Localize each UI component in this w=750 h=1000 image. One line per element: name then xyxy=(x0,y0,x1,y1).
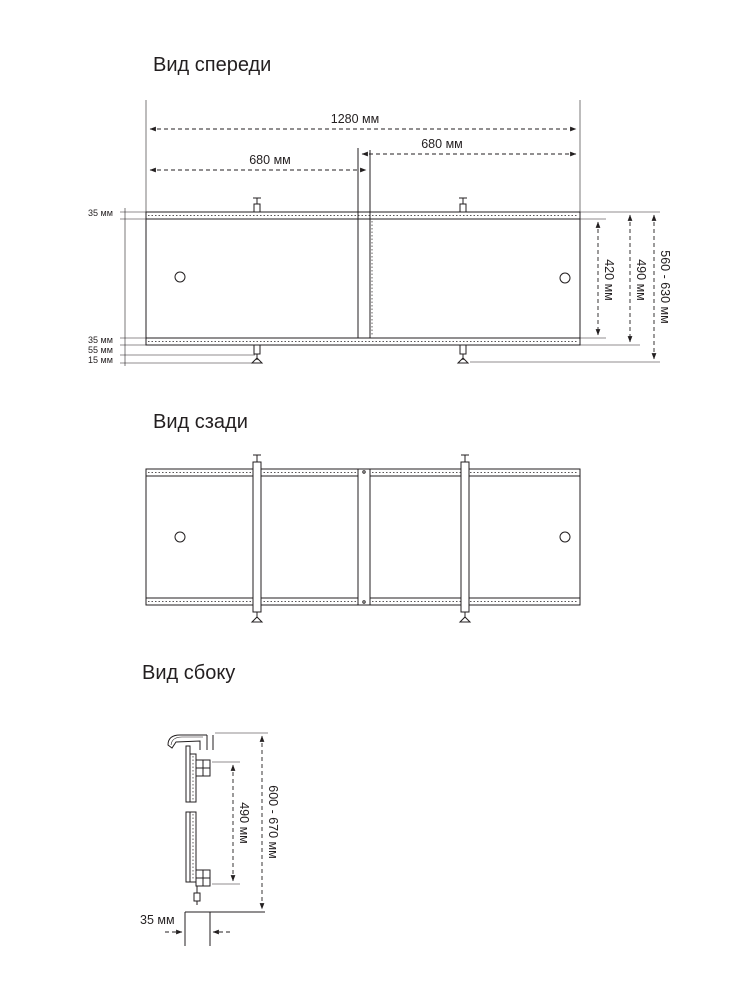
dim-leg-top: 55 мм xyxy=(88,345,113,355)
dim-right-panel: 680 мм xyxy=(421,137,463,151)
front-view-title: Вид спереди xyxy=(153,54,272,76)
support-right xyxy=(460,455,470,622)
top-adjuster-left xyxy=(253,198,261,212)
back-panel-left xyxy=(146,476,358,598)
back-view-title: Вид сзади xyxy=(153,411,248,433)
dim-panel-height: 420 мм xyxy=(602,259,616,301)
dim-total-width: 1280 мм xyxy=(330,112,380,126)
leg-right xyxy=(458,345,468,363)
side-dim-profile-width: 35 мм xyxy=(140,913,175,927)
dim-top-profile: 35 мм xyxy=(88,208,113,218)
dim-overall-height: 560 - 630 мм xyxy=(658,250,672,324)
support-left xyxy=(252,455,262,622)
dim-inner-height: 490 мм xyxy=(634,259,648,301)
back-panel-right xyxy=(370,476,580,598)
front-panel-right xyxy=(370,219,580,338)
dim-bottom-profile: 35 мм xyxy=(88,335,113,345)
front-panel-left xyxy=(146,219,358,338)
side-dim-inner-height: 490 мм xyxy=(237,802,251,844)
side-view-title: Вид сбоку xyxy=(142,662,236,684)
top-adjuster-right xyxy=(459,198,467,212)
dim-left-panel: 680 мм xyxy=(249,153,291,167)
front-view xyxy=(88,54,672,366)
side-dim-overall-height: 600 - 670 мм xyxy=(266,785,280,859)
back-view xyxy=(146,411,580,622)
leg-left xyxy=(252,345,262,363)
side-view xyxy=(140,662,280,946)
dim-leg-bottom: 15 мм xyxy=(88,355,113,365)
